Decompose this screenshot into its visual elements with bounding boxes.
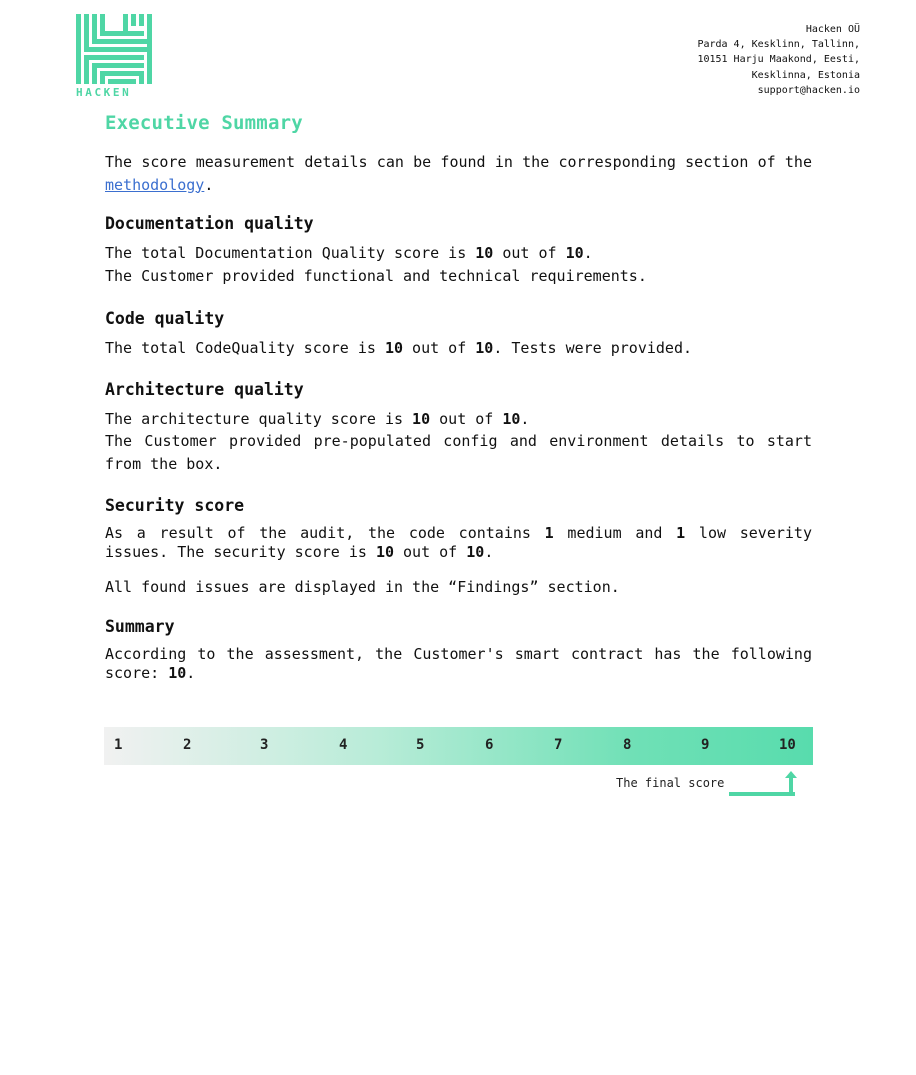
architecture-score-text: The architecture quality score is 10 out of 10. (105, 409, 530, 428)
address-line: 10151 Harju Maakond, Eesti, (697, 54, 860, 66)
documentation-detail-text: The Customer provided functional and technical requirements. (105, 266, 647, 285)
page-title: Executive Summary (105, 112, 303, 134)
scale-item-4: 4 (339, 737, 348, 753)
scale-item-9: 9 (701, 737, 710, 753)
code-heading: Code quality (105, 309, 225, 328)
summary-text: According to the assessment, the Customer's smart contract has the following score: 10. (105, 644, 812, 682)
support-email[interactable]: support@hacken.io (757, 84, 860, 96)
architecture-heading: Architecture quality (105, 379, 304, 399)
documentation-score-text: The total Documentation Quality score is 10 out of 10. (105, 244, 593, 262)
hacken-logo-mark (76, 14, 152, 84)
scale-item-5: 5 (416, 737, 425, 753)
scale-item-1: 1 (114, 737, 123, 753)
address-line: Parda 4, Kesklinn, Tallinn, (697, 39, 860, 51)
final-score-label: The final score (616, 776, 725, 790)
main-content (105, 112, 812, 683)
documentation-heading: Documentation quality (105, 214, 314, 233)
scale-item-10: 10 (779, 737, 796, 753)
address-line: Kesklinna, Estonia (751, 69, 860, 81)
scale-item-2: 2 (183, 737, 192, 753)
architecture-detail-text: The Customer provided pre-populated config and environment details to start from the box. (105, 432, 812, 473)
scale-item-8: 8 (623, 737, 632, 753)
findings-note: All found issues are displayed in the “Findings” section. (105, 578, 620, 596)
intro-paragraph: The score measurement details can be found in the corresponding section of the methodology. (105, 153, 812, 194)
hacken-logo (76, 14, 152, 99)
code-score-text: The total CodeQuality score is 10 out of 10. Tests were provided. (105, 339, 693, 357)
methodology-link[interactable]: methodology (105, 175, 205, 194)
scale-item-6: 6 (485, 737, 494, 753)
scale-item-7: 7 (554, 737, 563, 753)
company-address (697, 22, 860, 98)
score-scale (104, 727, 813, 765)
address-line: Hacken OÜ (805, 24, 860, 35)
summary-heading: Summary (105, 616, 175, 636)
security-heading: Security score (105, 496, 245, 515)
final-score-arrow-icon (726, 770, 798, 800)
logo-text: HACKEN (76, 86, 132, 99)
scale-item-3: 3 (260, 737, 269, 753)
security-score-text: As a result of the audit, the code contains 1 medium and 1 low severity issues. The security score is 10 out of 10. (105, 524, 812, 561)
